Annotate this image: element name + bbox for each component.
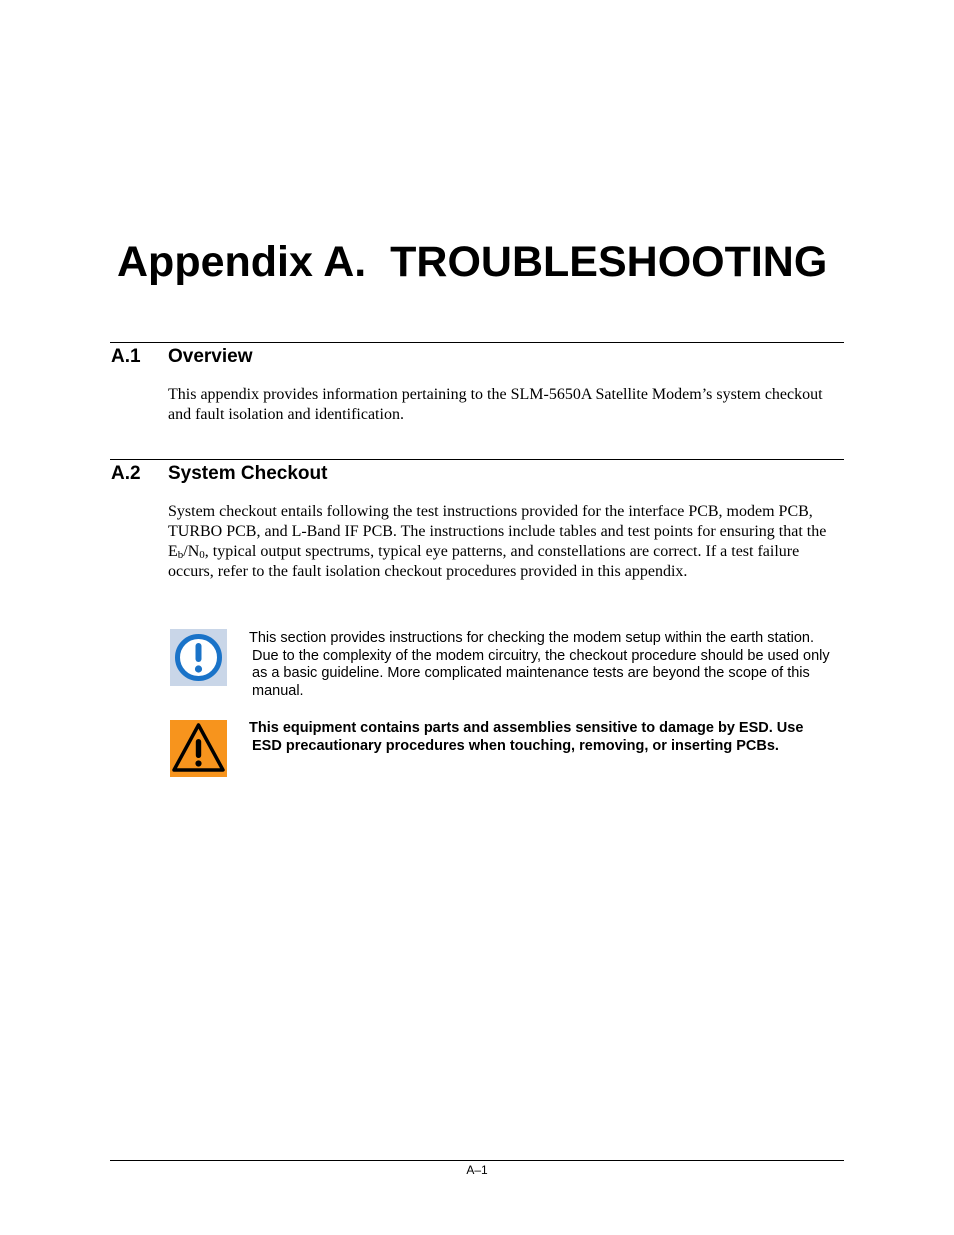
system-checkout-paragraph: System checkout entails following the test instructions provided for the interface PCB, modem PCB, TURBO PCB, and L-Band IF PCB. The instructions include tables and test points for ensuring that the $E_b/N_0$, typical output spectrums, typical eye patterns, and constellations are correct. If a test failure occurs, refer to the fault isolation checkout procedures provided in this appendix.	[168, 503, 827, 580]
section-title: Overview	[168, 346, 253, 367]
page-number: A–1	[466, 1163, 488, 1177]
overview-paragraph: This appendix provides information pertaining to the SLM-5650A Satellite Modem’s system checkout and fault isolation and identification.	[168, 386, 823, 423]
section-divider	[110, 342, 844, 343]
important-exclamation-icon	[170, 629, 227, 686]
section-number: A.1	[111, 346, 141, 367]
notice-text: This section provides instructions for checking the modem setup within the earth station. Due to the complexity of the modem circuitry, the checkout procedure should be used only as a basic guideline. More complicated maintenance tests are beyond the scope of this manual.	[249, 630, 830, 700]
footer-divider	[110, 1160, 844, 1161]
page-title: Appendix A. TROUBLESHOOTING	[117, 238, 828, 286]
section-heading-overview	[111, 345, 253, 369]
section-number: A.2	[111, 463, 141, 484]
section-heading-system-checkout	[111, 462, 327, 486]
section-divider	[110, 459, 844, 460]
esd-warning-text: This equipment contains parts and assemblies sensitive to damage by ESD. Use ESD precautionary procedures when touching, removing, or inserting PCBs.	[249, 720, 804, 754]
section-title: System Checkout	[168, 463, 328, 484]
caution-warning-icon	[170, 720, 227, 777]
